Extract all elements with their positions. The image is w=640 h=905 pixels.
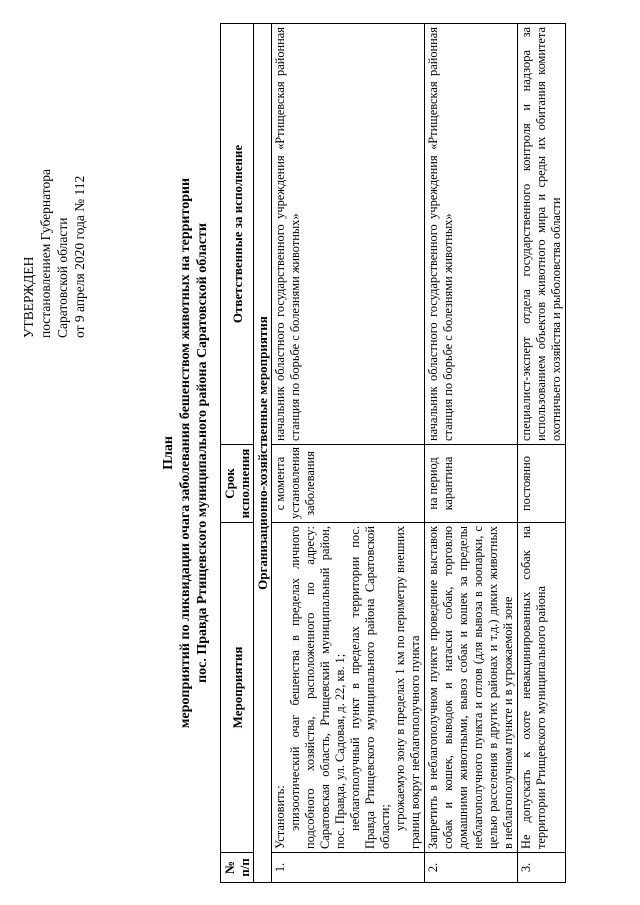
- row-activity: [425, 523, 518, 853]
- table-row: [272, 24, 425, 883]
- row-responsible: специалист-эксперт отдела государственного контроля и надзора за использованием объектов животного мира и среды их обитания комитета охотничьего хозяйства и рыболовства области: [518, 24, 566, 445]
- row-num: 3.: [518, 853, 566, 883]
- title-line: мероприятий по ликвидации очага заболевания бешенством животных на территории: [178, 177, 193, 729]
- header-activity: Мероприятия: [221, 523, 254, 853]
- table-row: [425, 24, 518, 883]
- header-term: Срок исполнения: [221, 445, 254, 523]
- row-term: с момента установления заболевания: [272, 445, 425, 523]
- row-num: 2.: [425, 853, 518, 883]
- row-term: постоянно: [518, 445, 566, 523]
- approval-line: УТВЕРЖДЕН: [21, 256, 36, 338]
- plan-table: [220, 23, 566, 883]
- document-title: [160, 13, 211, 893]
- section-title: Организационно-хозяйственные мероприятия: [254, 24, 272, 883]
- approval-line: постановлением Губернатора: [38, 169, 53, 338]
- activity-line: Не допускать к охоте невакцинированных собак на территории Ртищевского муниципального района: [519, 526, 548, 849]
- title-line: пос. Правда Ртищевского муниципального района Саратовской области: [195, 223, 210, 683]
- row-activity: [518, 523, 566, 853]
- table-header-row: [221, 24, 254, 883]
- row-responsible: начальник областного государственного учреждения «Ртищевская районная станция по борьбе с болезнями животных»: [272, 24, 425, 445]
- rotated-sheet: [10, 13, 610, 893]
- activity-line: угрожаемую зону в пределах 1 км по периметру внешних границ вокруг неблагополучного пункта: [393, 526, 422, 849]
- header-num: № п/п: [221, 853, 254, 883]
- section-row: [254, 24, 272, 883]
- activity-line: Запретить в неблагополучном пункте проведение выставок собак и кошек, выводок и натаски собак, торговлю домашними животными, вывоз собак и кошек за пределы неблагополучного пункта и отлов (для вывоза в зоопарки, с целью расселения в других районах и т.д.) диких животных в неблагополучном пункте и в угрожаемой зоне: [426, 526, 515, 849]
- approval-stamp: [20, 38, 88, 338]
- activity-line: неблагополучный пункт в пределах территории пос. Правда Ртищевского муниципального района Саратовской области;: [348, 526, 392, 849]
- approval-line: от 9 апреля 2020 года № 112: [72, 175, 87, 338]
- row-num: 1.: [272, 853, 425, 883]
- row-activity: [272, 523, 425, 853]
- row-term: на период карантина: [425, 445, 518, 523]
- title-line: План: [161, 436, 176, 470]
- row-responsible: начальник областного государственного учреждения «Ртищевская районная станция по борьбе с болезнями животных»: [425, 24, 518, 445]
- table-row: [518, 24, 566, 883]
- activity-line: эпизоотический очаг бешенства в пределах личного подсобного хозяйства, расположенного по адресу: Саратовская область, Ртищевский муниципальный район, пос. Правда, ул. Садовая, д. 22, кв. 1;: [288, 526, 347, 849]
- approval-line: Саратовской области: [55, 217, 70, 338]
- header-responsible: Ответственные за исполнение: [221, 24, 254, 445]
- activity-line: Установить:: [273, 785, 287, 849]
